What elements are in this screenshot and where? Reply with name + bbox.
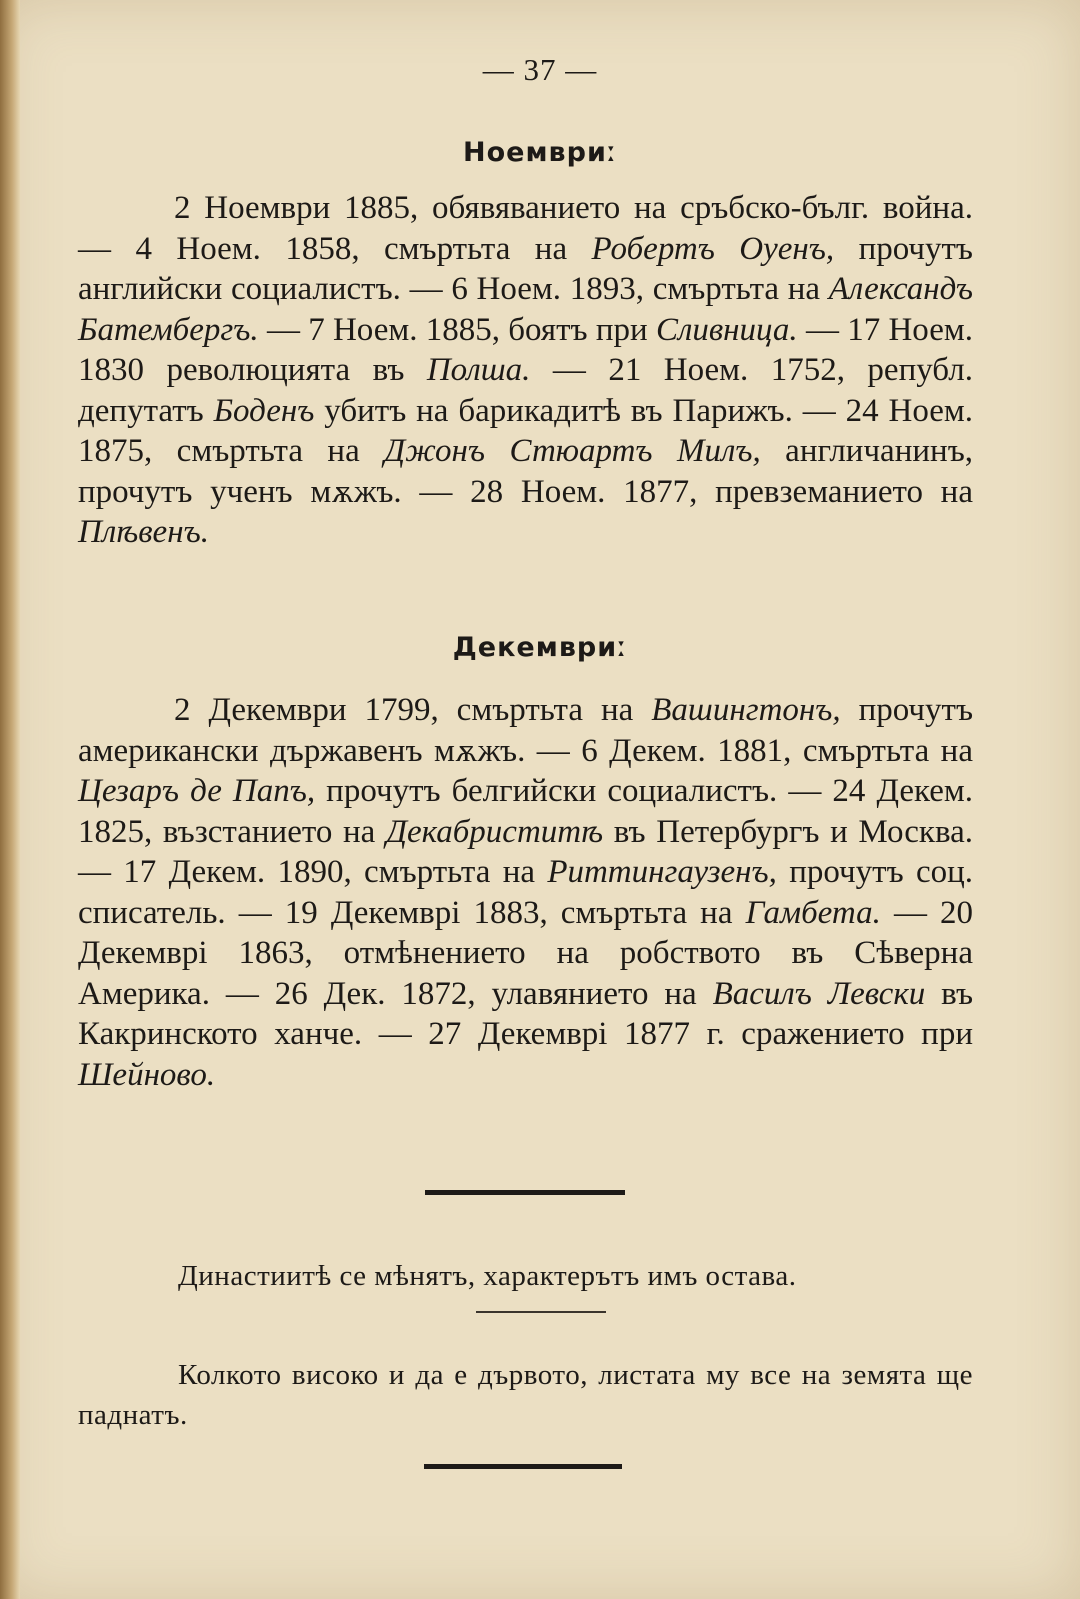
text-run-8: прочутъ соц. списатель. — 19 Декемврi 1883, смъртьта на <box>78 854 973 931</box>
page-spine-shadow <box>0 0 20 1599</box>
text-run-10: убитъ на барикадитѣ въ Парижъ. — 24 Ноем. 1875, смъртьта на <box>78 392 974 469</box>
saying-tree: Колкото високо и да е дървото, листата му все на земята ще паднатъ. <box>78 1359 973 1431</box>
december-paragraph <box>78 690 973 1095</box>
text-run-2: прочутъ американски държавенъ мѫжъ. — 6 Декем. 1881, смъртьта на <box>78 692 974 769</box>
section-divider-rule <box>425 1190 625 1195</box>
italic-name-9: Гамбета. <box>745 894 881 931</box>
text-run-0: 2 Декември 1799, смъртьта на <box>174 692 652 728</box>
italic-name-5: Декабриститѣ <box>385 813 604 850</box>
section-heading-november: Ноемвриː <box>463 137 617 168</box>
italic-name-11: Василъ Левски <box>712 975 926 1012</box>
text-run-4: — 7 Ноем. 1885, боятъ при <box>258 311 656 348</box>
italic-name-13: Плѣвенъ. <box>78 514 209 550</box>
text-run-2: прочутъ английски социалистъ. — 6 Ноем. 1893, смъртьта на <box>78 230 973 307</box>
italic-name-5: Сливница. <box>655 311 798 348</box>
text-run-4: прочутъ белгийски социалистъ. — 24 Декем. 1825, възстанието на <box>78 773 973 850</box>
saying-dynasties: Династиитѣ се мѣнятъ, характерътъ имъ остава. <box>178 1260 797 1292</box>
text-run-0: 2 Ноември 1885, обявяванието на сръбско-бълг. война. — 4 Ноем. 1858, смъртьта на <box>78 190 973 267</box>
text-run-12: англичанинъ, прочутъ ученъ мѫжъ. — 28 Ноем. 1877, превземанието на <box>78 433 974 510</box>
italic-name-13: Шейново. <box>78 1056 216 1093</box>
text-run-6: — 17 Ноем. 1830 революцията въ <box>78 311 973 388</box>
text-run-6: въ Петербургъ и Москва. — 17 Декем. 1890, смъртьта на <box>78 813 973 890</box>
text-run-10: — 20 Декемврi 1863, отмѣнението на робството въ Сѣверна Америка. — 26 Дек. 1872, улавянието на <box>78 894 974 1012</box>
italic-name-7: Риттингаузенъ, <box>547 854 777 890</box>
italic-name-1: Вашингтонъ, <box>651 692 841 728</box>
saying-divider-rule <box>476 1311 606 1313</box>
italic-name-1: Робертъ Оуенъ, <box>591 230 835 267</box>
end-divider-rule <box>424 1464 622 1469</box>
page-number: — 37 — <box>482 52 598 87</box>
italic-name-11: Джонъ Стюартъ Милъ, <box>384 433 761 469</box>
november-paragraph <box>78 188 973 553</box>
text-run-8: — 21 Ноем. 1752, републ. депутатъ <box>78 352 973 429</box>
italic-name-3: Цезаръ де Папъ, <box>78 773 316 809</box>
italic-name-7: Полша. <box>426 352 531 388</box>
italic-name-9: Боденъ <box>213 392 315 429</box>
text-run-12: въ Какринското ханче. — 27 Декемврi 1877 г. сражението при <box>78 975 974 1052</box>
italic-name-3: Александъ Батембергъ. <box>78 271 973 348</box>
section-heading-december: Декемвриː <box>452 632 628 663</box>
